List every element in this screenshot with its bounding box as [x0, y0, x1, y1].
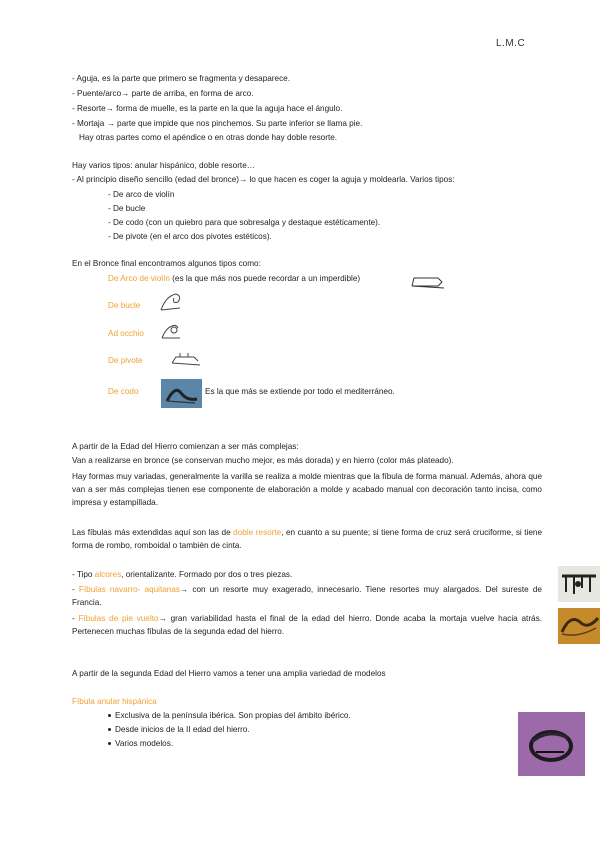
- parts-item: - Mortaja → parte que impide que nos pinchemos. Su parte inferior se llama pie.: [72, 119, 363, 128]
- alcores-highlight: alcores: [94, 570, 122, 579]
- bronze-intro: En el Bronce final encontramos algunos tipos como:: [72, 259, 261, 268]
- bucle-label: De bucle: [108, 301, 141, 310]
- parts-item: - Puente/arco→ parte de arriba, en forma de arco.: [72, 89, 254, 98]
- parts-item: - Aguja, es la parte que primero se fragmenta y desaparece.: [72, 74, 290, 83]
- early-type-item: - De pivote (en el arco dos pivotes estéticos).: [108, 232, 272, 241]
- occhio-fibula-sketch: [160, 320, 186, 342]
- pie-post: → gran variabilidad hasta el final de la edad del hierro. Donde acaba la mortaja vuelve hacia atrás. Pertenecen muchas fíbulas de la segunda edad del hierro.: [72, 614, 542, 636]
- pie-highlight: Fíbulas de pie vuelto: [78, 614, 159, 623]
- iron-line2: Van a realizarse en bronce (se conservan mucho mejor, es más dorada) y en hierro (color más plateado).: [72, 456, 454, 465]
- bullet-dot-icon: [108, 742, 111, 745]
- common-pre: Las fíbulas más extendidas aquí son las de: [72, 528, 234, 537]
- codo-label: De codo: [108, 387, 139, 396]
- anular-bullet: [108, 711, 351, 720]
- pivote-label: De pivote: [108, 356, 143, 365]
- navarro-post: → con un resorte muy exagerado, innecesario. Tiene resortes muy alargados. Del sureste de Francia.: [72, 585, 542, 607]
- pivote-fibula-sketch: [168, 349, 202, 369]
- early-type-item: - De arco de violín: [108, 190, 175, 199]
- violin-desc: (es la que más nos puede recordar a un imperdible): [169, 274, 361, 283]
- navarro-fibula-photo: [558, 566, 600, 602]
- parts-item: - Resorte→ forma de muelle, es la parte en la que la aguja hace el ángulo.: [72, 104, 343, 113]
- doble-resorte-highlight: doble resorte: [233, 528, 282, 537]
- codo-desc: Es la que más se extiende por todo el mediterráneo.: [205, 387, 395, 396]
- anular-fibula-photo: [518, 712, 585, 776]
- iron-paragraph: Hay formas muy variadas, generalmente la varilla se realiza a molde mientras que la fíbula de forma manual. Además, ahora que van a ser más complejas tienen ese componente de elaboración a molde y acabado manual con decoración tanto incisa, como impresa y estampillada.: [72, 472, 542, 507]
- anular-title: Fíbula anular hispánica: [72, 697, 157, 706]
- common-post: , en cuanto a su puente; si tiene forma de cruz será cruciforme, si tiene forma de rombo, romboidal o también de cinta.: [72, 528, 542, 550]
- types-intro: Hay varios tipos: anular hispánico, doble resorte…: [72, 161, 255, 170]
- anular-bullet-text: Exclusiva de la península ibérica. Son propias del ámbito ibérico.: [115, 711, 351, 720]
- navarro-highlight: Fíbulas navarro- aquitanas: [78, 585, 181, 594]
- early-type-item: - De codo (con un quiebro para que sobresalga y destaque estéticamente).: [108, 218, 381, 227]
- second-iron-intro: A partir de la segunda Edad del Hierro vamos a tener una amplia variedad de modelos: [72, 669, 386, 678]
- bullet-dot-icon: [108, 714, 111, 717]
- alcores-pre: - Tipo: [72, 570, 95, 579]
- early-type-item: - De bucle: [108, 204, 146, 213]
- parts-note: Hay otras partes como el apéndice o en otras donde hay doble resorte.: [79, 133, 338, 142]
- pie-vuelto-fibula-photo: [558, 608, 600, 644]
- navarro-pre: -: [72, 585, 79, 594]
- anular-bullet-text: Desde inicios de la II edad del hierro.: [115, 725, 250, 734]
- violin-fibula-sketch: [408, 272, 448, 292]
- bucle-fibula-sketch: [158, 290, 186, 314]
- page-initials: L.M.C: [496, 38, 526, 49]
- occhio-label: Ad occhio: [108, 329, 144, 338]
- anular-bullet: [108, 725, 250, 734]
- bronze-violin-row: [108, 274, 360, 283]
- alcores-post: , orientalizante. Formado por dos o tres piezas.: [121, 570, 293, 579]
- iron-title: A partir de la Edad del Hierro comienzan a ser más complejas:: [72, 442, 299, 451]
- variant-navarro: [72, 583, 542, 609]
- violin-label: De Arco de violín: [108, 274, 170, 283]
- common-paragraph: [72, 526, 542, 552]
- variant-pie-vuelto: [72, 612, 542, 638]
- anular-bullet: [108, 739, 173, 748]
- anular-bullet-text: Varios modelos.: [115, 739, 174, 748]
- bullet-dot-icon: [108, 728, 111, 731]
- pie-pre: -: [72, 614, 79, 623]
- codo-fibula-photo: [161, 379, 202, 408]
- types-early: - Al principio diseño sencillo (edad del bronce)→ lo que hacen es coger la aguja y moldearla. Varios tipos:: [72, 175, 455, 184]
- variant-alcores: [72, 570, 292, 579]
